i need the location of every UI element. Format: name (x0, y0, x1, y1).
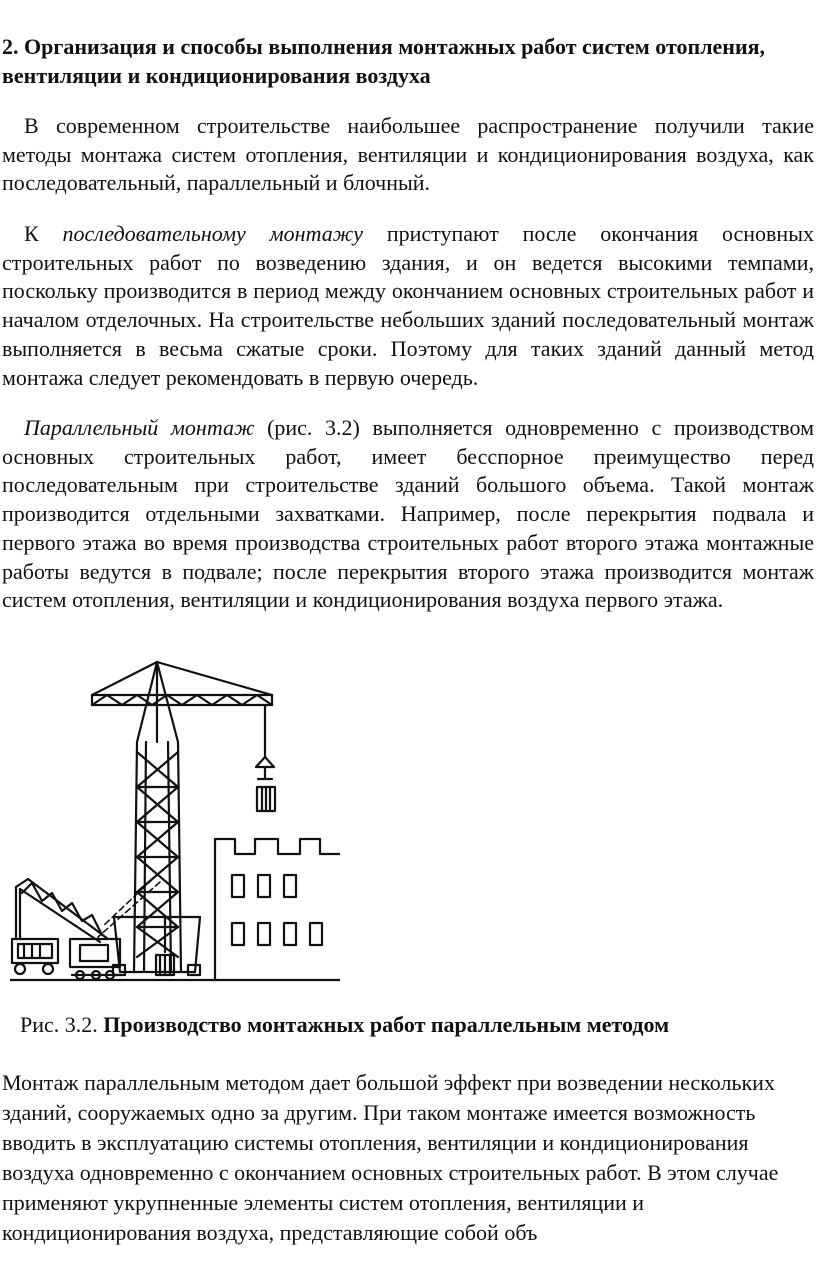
para2-lead: К (24, 221, 63, 246)
tower-crane (92, 662, 275, 975)
section-heading: 2. Организация и способы выполнения монтажных работ систем отопления, вентиляции и кондиционирования воздуха (2, 34, 766, 88)
term-sequential-mounting: последовательному монтажу (62, 221, 363, 246)
figure-crane-illustration (10, 657, 340, 992)
caption-label: Рис. 3.2. (20, 1012, 104, 1037)
paragraph-sequential (2, 220, 814, 392)
paragraph-parallel (2, 414, 814, 615)
paragraph-intro: В современном строительстве наибольшее распространение получили такие методы монтажа систем отопления, вентиляции и кондиционирования воздуха, как последовательный, параллельный и блочный. (2, 113, 814, 196)
term-parallel-mounting: Параллельный монтаж (24, 415, 255, 440)
mobile-crane (12, 879, 120, 979)
figure-caption (20, 1010, 810, 1040)
paragraph-parallel-effect: Монтаж параллельным методом дает большой эффект при возведении нескольких зданий, сооружаемых одно за другим. При таком монтаже имеется возможность вводить в эксплуатацию системы отопления, вентиляции и кондиционирования воздуха одновременно с окончанием основных строительных работ. В этом случае применяют укрупненные элементы систем отопления, вентиляции и кондиционирования воздуха, представляющие собой объ (2, 1070, 779, 1245)
para3-body: (рис. 3.2) выполняется одновременно с производством основных строительных работ, имеет бесспорное преимущество перед последовательным при строительстве зданий большого объема. Такой монтаж производится отдельными захватками. Например, после перекрытия подвала и первого этажа во время производства строительных работ второго этажа монтажные работы ведутся в подвале; после перекрытия второго этажа производится монтаж систем отопления, вентиляции и кондиционирования воздуха первого этажа. (2, 415, 814, 613)
caption-title: Производство монтажных работ параллельным методом (103, 1012, 670, 1037)
para2-body: приступают после окончания основных строительных работ по возведению здания, и он ведется высокими темпами, поскольку производится в период между окончанием основных строительных работ и началом отделочных. На строительстве небольших зданий последовательный монтаж выполняется в весьма сжатые сроки. Поэтому для таких зданий данный метод монтажа следует рекомендовать в первую очередь. (2, 221, 814, 390)
building (215, 839, 340, 980)
